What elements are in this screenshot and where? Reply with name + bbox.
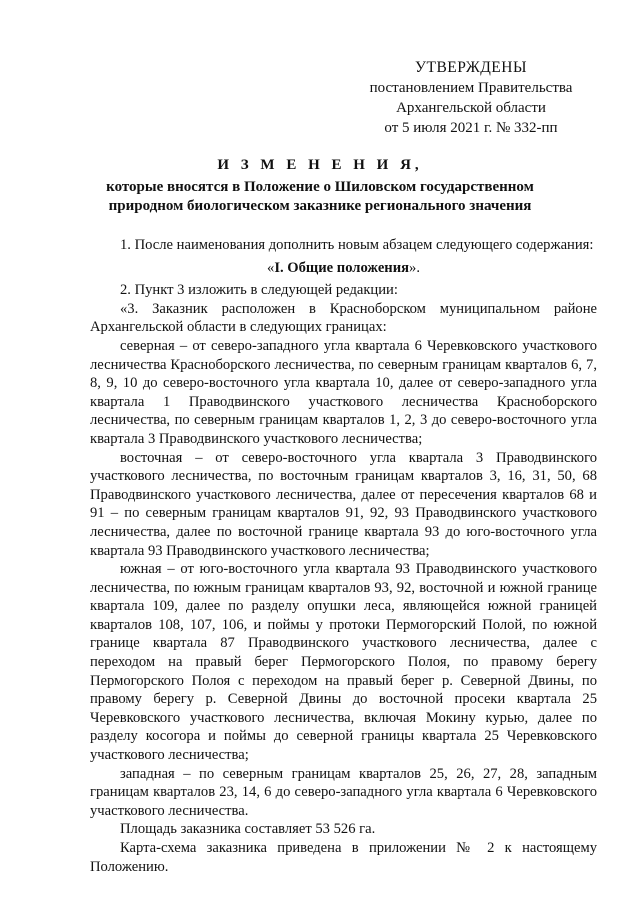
document-heading <box>60 156 580 216</box>
paragraph-map: Карта-схема заказника приведена в приложении № 2 к настоящему Положению. <box>90 840 597 875</box>
paragraph-location: «3. Заказник расположен в Красноборском муниципальном районе Архангельской области в следующих границах: <box>90 300 597 336</box>
paragraph-area: Площадь заказника составляет 53 526 га. <box>120 821 376 838</box>
approval-line-3: от 5 июля 2021 г. № 332-пп <box>384 120 558 136</box>
paragraph-section-title <box>90 259 597 278</box>
approval-line-1: постановлением Правительства <box>369 80 573 96</box>
approval-block <box>360 58 582 138</box>
document-body <box>90 236 597 876</box>
approval-line-2: Архангельской области <box>396 100 546 116</box>
heading-line-1: которые вносятся в Положение о Шиловском государственном <box>106 179 534 195</box>
paragraph-north-boundary: северная – от северо-западного угла квартала 6 Черевковского участкового лесничества Красноборского лесничества, по северным границам кварталов 6, 7, 8, 9, 10 до северо-восточного угла квартала 10, далее от северо-западного угла квартала 1 Праводвинского участкового лесничества Красноборского лесничества, по северным границам кварталов 1, 2, 3 до северо-восточного угла квартала 3 Праводвинского участкового лесничества; <box>90 337 597 447</box>
heading-line-2: природном биологическом заказнике регионального значения <box>108 198 532 214</box>
paragraph-south-boundary: южная – от юго-восточного угла квартала 93 Праводвинского участкового лесничества, по южным границам кварталов 93, 92, восточной и южной границе квартала 109, далее по разделу опушки леса, являющейся южной границей кварталов 108, 107, 106, и поймы у протоки Пермогорский Полой, по южной границе квартала 87 Праводвинского участкового лесничества, далее с переходом на правый берег Пермогорского Полоя, по правому берегу Пермогорского Полоя с переходом на правый берег р. Северной Двины, по правому берегу р. Северной Двины до восточной просеки квартала 25 Черевковского участкового лесничества, включая Мокину курью, далее по разделу косогора и поймы до северной границы квартала 25 Черевковского участкового лесничества; <box>90 561 597 764</box>
paragraph-west-boundary: западная – по северным границам кварталов 25, 26, 27, 28, западным границам кварталов 23, 14, 6 до северо-западного угла квартала 6 Черевковского участкового лесничества. <box>90 765 597 819</box>
quote-open: « <box>267 259 275 276</box>
paragraph-east-boundary: восточная – от северо-восточного угла квартала 3 Праводвинского участкового лесничества, по восточным границам кварталов 3, 16, 31, 50, 68 Праводвинского участкового лесничества, далее от пересечения кварталов 68 и 91 – по северным границам кварталов 91, 92, 93 Праводвинского участкового лесничества, далее по восточной границе квартала 93 до юго-восточного угла квартала 93 Праводвинского участкового лесничества; <box>90 449 597 559</box>
paragraph-1: 1. После наименования дополнить новым абзацем следующего содержания: <box>120 237 594 253</box>
heading-title: И З М Е Н Е Н И Я, <box>217 157 423 173</box>
quote-close: ». <box>409 259 420 276</box>
approval-stamp: УТВЕРЖДЕНЫ <box>415 59 527 76</box>
section-title-bold: I. Общие положения <box>274 259 410 276</box>
paragraph-2: 2. Пункт 3 изложить в следующей редакции: <box>120 282 398 299</box>
